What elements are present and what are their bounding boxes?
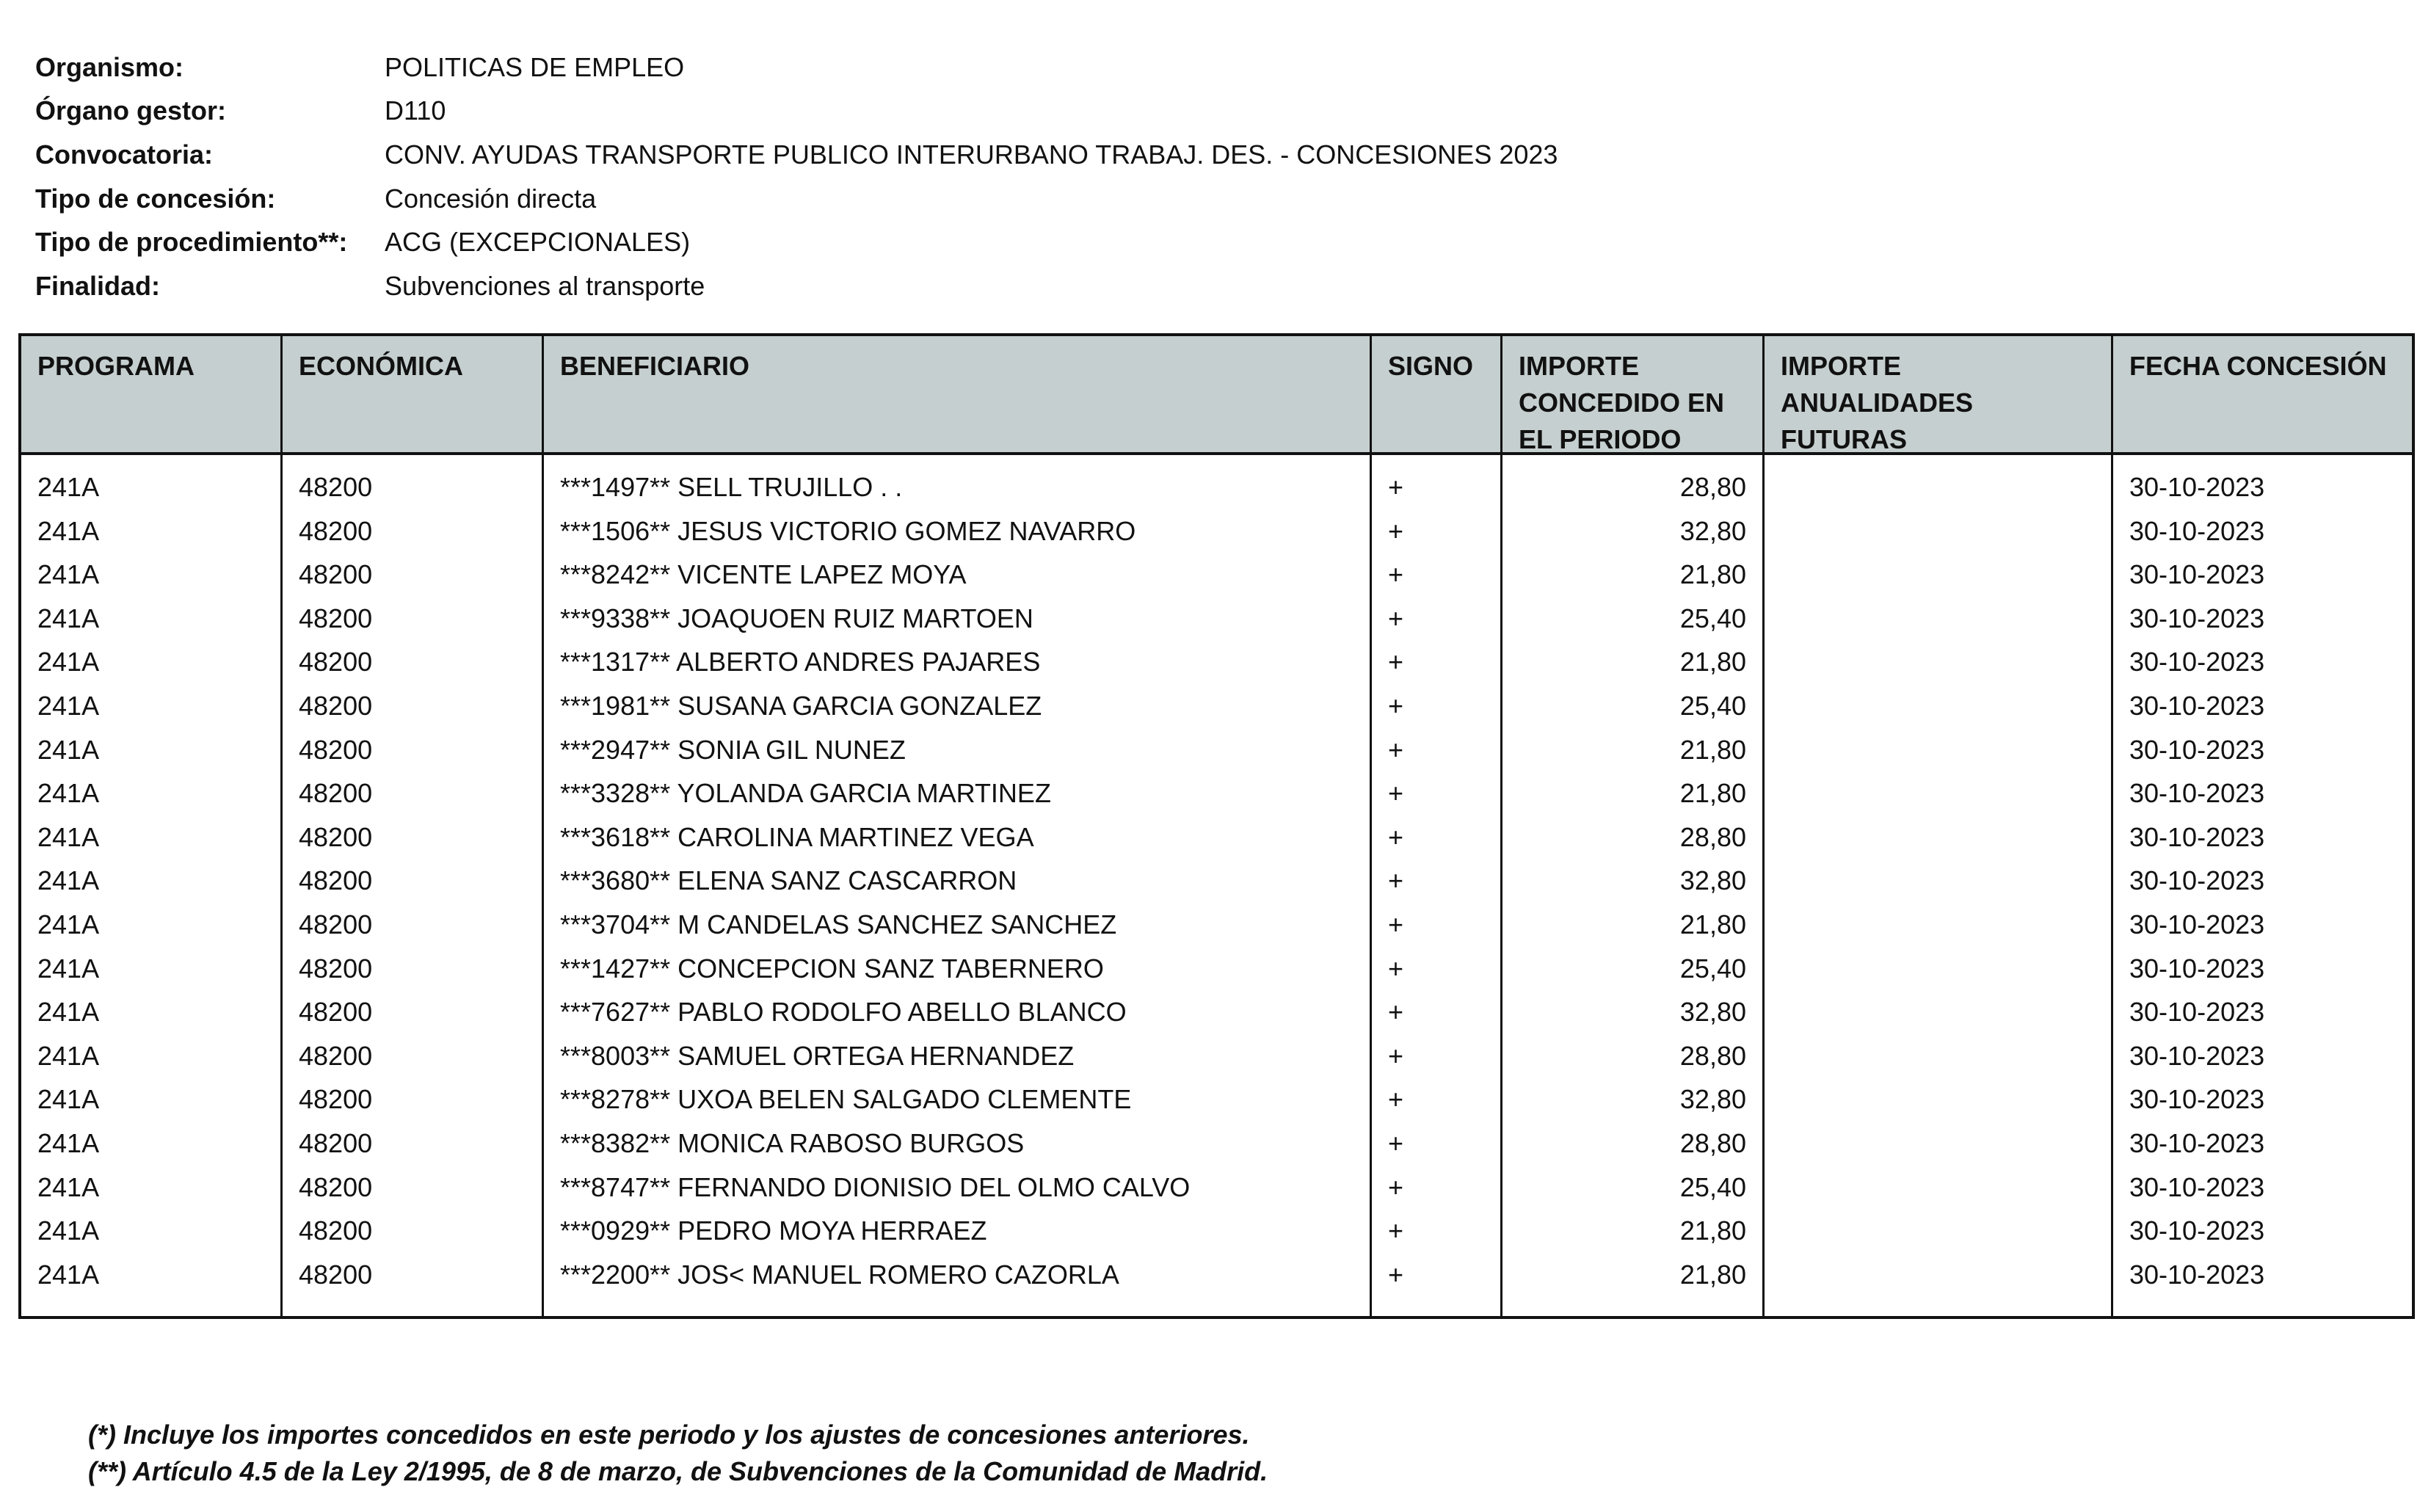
- table-cell: 48200: [299, 734, 373, 765]
- table-cell: +: [1388, 953, 1404, 984]
- table-cell: ***3680** ELENA SANZ CASCARRON: [560, 865, 1017, 896]
- table-cell: ***3704** M CANDELAS SANCHEZ SANCHEZ: [560, 909, 1117, 939]
- table-cell: 25,40: [1679, 953, 1746, 984]
- table-cell: 241A: [37, 515, 100, 546]
- table-cell: 21,80: [1679, 1215, 1746, 1246]
- table-cell: [1765, 771, 2111, 815]
- column-programa: [21, 455, 283, 1316]
- meta-row-convocatoria: [35, 133, 1558, 177]
- column-fecha-concesion: [2113, 455, 2412, 1316]
- table-cell: 32,80: [1679, 515, 1746, 546]
- table-cell: 241A: [37, 690, 100, 721]
- table-cell: 21,80: [1679, 647, 1746, 677]
- table-cell: 48200: [299, 515, 373, 546]
- table-cell: ***8747** FERNANDO DIONISIO DEL OLMO CALVO: [560, 1171, 1191, 1202]
- table-cell: ***1981** SUSANA GARCIA GONZALEZ: [560, 690, 1042, 721]
- table-cell: 241A: [37, 559, 100, 590]
- table-cell: [1765, 815, 2111, 859]
- table-cell: 32,80: [1679, 997, 1746, 1028]
- table-cell: +: [1388, 559, 1404, 590]
- column-beneficiario: [544, 455, 1372, 1316]
- table-cell: ***1427** CONCEPCION SANZ TABERNERO: [560, 953, 1104, 984]
- meta-row-finalidad: [35, 264, 1558, 308]
- table-cell: ***8003** SAMUEL ORTEGA HERNANDEZ: [560, 1040, 1075, 1071]
- meta-value: Subvenciones al transporte: [385, 270, 705, 301]
- table-cell: ***8382** MONICA RABOSO BURGOS: [560, 1127, 1025, 1158]
- table-cell: +: [1388, 472, 1404, 502]
- table-cell: [1765, 509, 2111, 553]
- table-cell: +: [1388, 1259, 1404, 1290]
- table-cell: +: [1388, 909, 1404, 939]
- table-cell: 30-10-2023: [2129, 559, 2265, 590]
- table-header: [21, 336, 2412, 455]
- table-cell: 48200: [299, 603, 373, 633]
- meta-label: Finalidad:: [35, 270, 160, 301]
- table-cell: 48200: [299, 1127, 373, 1158]
- table-cell: ***8242** VICENTE LAPEZ MOYA: [560, 559, 967, 590]
- table-cell: 241A: [37, 734, 100, 765]
- table-cell: 241A: [37, 909, 100, 939]
- table-cell: 48200: [299, 865, 373, 896]
- footnotes: [88, 1417, 1268, 1490]
- table-cell: +: [1388, 1040, 1404, 1071]
- table-cell: +: [1388, 1215, 1404, 1246]
- table-cell: 48200: [299, 909, 373, 939]
- table-cell: +: [1388, 997, 1404, 1028]
- table-cell: 241A: [37, 647, 100, 677]
- table-cell: 48200: [299, 559, 373, 590]
- table-cell: 241A: [37, 1084, 100, 1115]
- table-cell: ***8278** UXOA BELEN SALGADO CLEMENTE: [560, 1084, 1132, 1115]
- footnote: (*) Incluye los importes concedidos en este periodo y los ajustes de concesiones anteriores.: [88, 1420, 1250, 1450]
- table-cell: 241A: [37, 603, 100, 633]
- table-cell: +: [1388, 778, 1404, 809]
- table-cell: 48200: [299, 1171, 373, 1202]
- table-cell: 241A: [37, 865, 100, 896]
- table-cell: 21,80: [1679, 559, 1746, 590]
- table-cell: 30-10-2023: [2129, 997, 2265, 1028]
- table-cell: 48200: [299, 953, 373, 984]
- table-cell: ***1497** SELL TRUJILLO . .: [560, 472, 903, 502]
- table-cell: 21,80: [1679, 734, 1746, 765]
- table-cell: 30-10-2023: [2129, 603, 2265, 633]
- grants-table: [18, 333, 2415, 1319]
- table-cell: 21,80: [1679, 778, 1746, 809]
- table-cell: ***1506** JESUS VICTORIO GOMEZ NAVARRO: [560, 515, 1136, 546]
- table-cell: 48200: [299, 472, 373, 502]
- table-cell: [1765, 947, 2111, 991]
- footnote: (**) Artículo 4.5 de la Ley 2/1995, de 8 de marzo, de Subvenciones de la Comunidad de Madrid.: [88, 1456, 1268, 1486]
- table-cell: 30-10-2023: [2129, 690, 2265, 721]
- table-cell: [1765, 640, 2111, 684]
- meta-value: CONV. AYUDAS TRANSPORTE PUBLICO INTERURBANO TRABAJ. DES. - CONCESIONES 2023: [385, 139, 1558, 170]
- table-cell: 30-10-2023: [2129, 1127, 2265, 1158]
- table-cell: 21,80: [1679, 909, 1746, 939]
- table-cell: [1765, 465, 2111, 509]
- header-beneficiario: BENEFICIARIO: [544, 336, 1372, 452]
- meta-label: Tipo de procedimiento**:: [35, 227, 348, 258]
- table-cell: 241A: [37, 1127, 100, 1158]
- table-cell: 28,80: [1679, 472, 1746, 502]
- table-cell: [1765, 1253, 2111, 1297]
- table-cell: ***7627** PABLO RODOLFO ABELLO BLANCO: [560, 997, 1127, 1028]
- table-cell: 30-10-2023: [2129, 1259, 2265, 1290]
- meta-value: ACG (EXCEPCIONALES): [385, 227, 691, 258]
- table-cell: +: [1388, 1171, 1404, 1202]
- table-cell: 30-10-2023: [2129, 515, 2265, 546]
- header-economica: ECONÓMICA: [283, 336, 544, 452]
- header-fecha-concesion: FECHA CONCESIÓN: [2129, 351, 2387, 381]
- table-cell: 25,40: [1679, 1171, 1746, 1202]
- table-cell: ***2200** JOS< MANUEL ROMERO CAZORLA: [560, 1259, 1119, 1290]
- table-cell: 48200: [299, 690, 373, 721]
- table-cell: 28,80: [1679, 1040, 1746, 1071]
- meta-value: Concesión directa: [385, 183, 597, 214]
- column-economica: [283, 455, 544, 1316]
- meta-row-organo-gestor: [35, 90, 1558, 134]
- meta-value: D110: [385, 95, 446, 126]
- meta-row-tipo-concesion: [35, 177, 1558, 221]
- table-cell: 30-10-2023: [2129, 1171, 2265, 1202]
- column-signo: [1372, 455, 1502, 1316]
- table-cell: 28,80: [1679, 1127, 1746, 1158]
- table-cell: 30-10-2023: [2129, 1084, 2265, 1115]
- meta-row-tipo-procedimiento: [35, 220, 1558, 264]
- table-cell: [1765, 553, 2111, 597]
- table-cell: 241A: [37, 1215, 100, 1246]
- table-cell: 48200: [299, 1259, 373, 1290]
- table-cell: ***1317** ALBERTO ANDRES PAJARES: [560, 647, 1041, 677]
- header-programa: PROGRAMA: [21, 336, 283, 452]
- table-cell: 21,80: [1679, 1259, 1746, 1290]
- table-cell: 48200: [299, 1215, 373, 1246]
- table-cell: 25,40: [1679, 603, 1746, 633]
- table-cell: 30-10-2023: [2129, 472, 2265, 502]
- table-cell: +: [1388, 1127, 1404, 1158]
- table-cell: 32,80: [1679, 1084, 1746, 1115]
- table-cell: [1765, 597, 2111, 641]
- table-cell: +: [1388, 821, 1404, 852]
- table-cell: 30-10-2023: [2129, 1215, 2265, 1246]
- table-cell: [1765, 990, 2111, 1034]
- table-cell: ***3328** YOLANDA GARCIA MARTINEZ: [560, 778, 1051, 809]
- table-cell: 241A: [37, 778, 100, 809]
- table-body: [21, 455, 2412, 1316]
- table-cell: 241A: [37, 1171, 100, 1202]
- table-cell: [1765, 859, 2111, 903]
- table-cell: 48200: [299, 997, 373, 1028]
- table-cell: 48200: [299, 647, 373, 677]
- table-cell: [1765, 728, 2111, 772]
- table-cell: 32,80: [1679, 865, 1746, 896]
- table-cell: 241A: [37, 821, 100, 852]
- table-cell: [1765, 903, 2111, 947]
- table-cell: 48200: [299, 1040, 373, 1071]
- table-cell: 241A: [37, 953, 100, 984]
- table-cell: 48200: [299, 821, 373, 852]
- header-signo: SIGNO: [1372, 336, 1502, 452]
- header-importe-anualidades: IMPORTE ANUALIDADES FUTURAS: [1765, 336, 2113, 452]
- table-cell: ***2947** SONIA GIL NUNEZ: [560, 734, 906, 765]
- table-cell: 25,40: [1679, 690, 1746, 721]
- table-cell: [1765, 1166, 2111, 1210]
- column-importe-anualidades: [1765, 455, 2113, 1316]
- table-cell: [1765, 1034, 2111, 1078]
- meta-label: Organismo:: [35, 51, 184, 82]
- table-cell: 30-10-2023: [2129, 953, 2265, 984]
- table-cell: +: [1388, 734, 1404, 765]
- table-cell: 241A: [37, 1040, 100, 1071]
- meta-label: Órgano gestor:: [35, 95, 227, 126]
- table-cell: +: [1388, 1084, 1404, 1115]
- meta-label: Convocatoria:: [35, 139, 214, 170]
- table-cell: 30-10-2023: [2129, 865, 2265, 896]
- header-importe-concedido: IMPORTE CONCEDIDO EN EL PERIODO: [1502, 336, 1765, 452]
- column-importe-concedido: [1502, 455, 1765, 1316]
- table-cell: +: [1388, 515, 1404, 546]
- meta-value: POLITICAS DE EMPLEO: [385, 51, 685, 82]
- table-cell: 30-10-2023: [2129, 734, 2265, 765]
- table-cell: 30-10-2023: [2129, 778, 2265, 809]
- table-cell: +: [1388, 603, 1404, 633]
- table-cell: 48200: [299, 778, 373, 809]
- table-cell: 241A: [37, 1259, 100, 1290]
- table-cell: +: [1388, 865, 1404, 896]
- table-cell: 241A: [37, 997, 100, 1028]
- table-cell: 241A: [37, 472, 100, 502]
- table-cell: 30-10-2023: [2129, 909, 2265, 939]
- table-cell: [1765, 1077, 2111, 1122]
- table-cell: 48200: [299, 1084, 373, 1115]
- document-metadata: [35, 46, 1558, 308]
- table-cell: ***0929** PEDRO MOYA HERRAEZ: [560, 1215, 987, 1246]
- meta-row-organismo: [35, 46, 1558, 90]
- table-cell: ***3618** CAROLINA MARTINEZ VEGA: [560, 821, 1034, 852]
- table-cell: [1765, 1122, 2111, 1166]
- table-cell: [1765, 1209, 2111, 1253]
- table-cell: 28,80: [1679, 821, 1746, 852]
- table-cell: +: [1388, 647, 1404, 677]
- table-cell: 30-10-2023: [2129, 821, 2265, 852]
- table-cell: ***9338** JOAQUOEN RUIZ MARTOEN: [560, 603, 1033, 633]
- table-cell: 30-10-2023: [2129, 1040, 2265, 1071]
- table-cell: 30-10-2023: [2129, 647, 2265, 677]
- table-cell: [1765, 684, 2111, 728]
- meta-label: Tipo de concesión:: [35, 183, 276, 214]
- table-cell: +: [1388, 690, 1404, 721]
